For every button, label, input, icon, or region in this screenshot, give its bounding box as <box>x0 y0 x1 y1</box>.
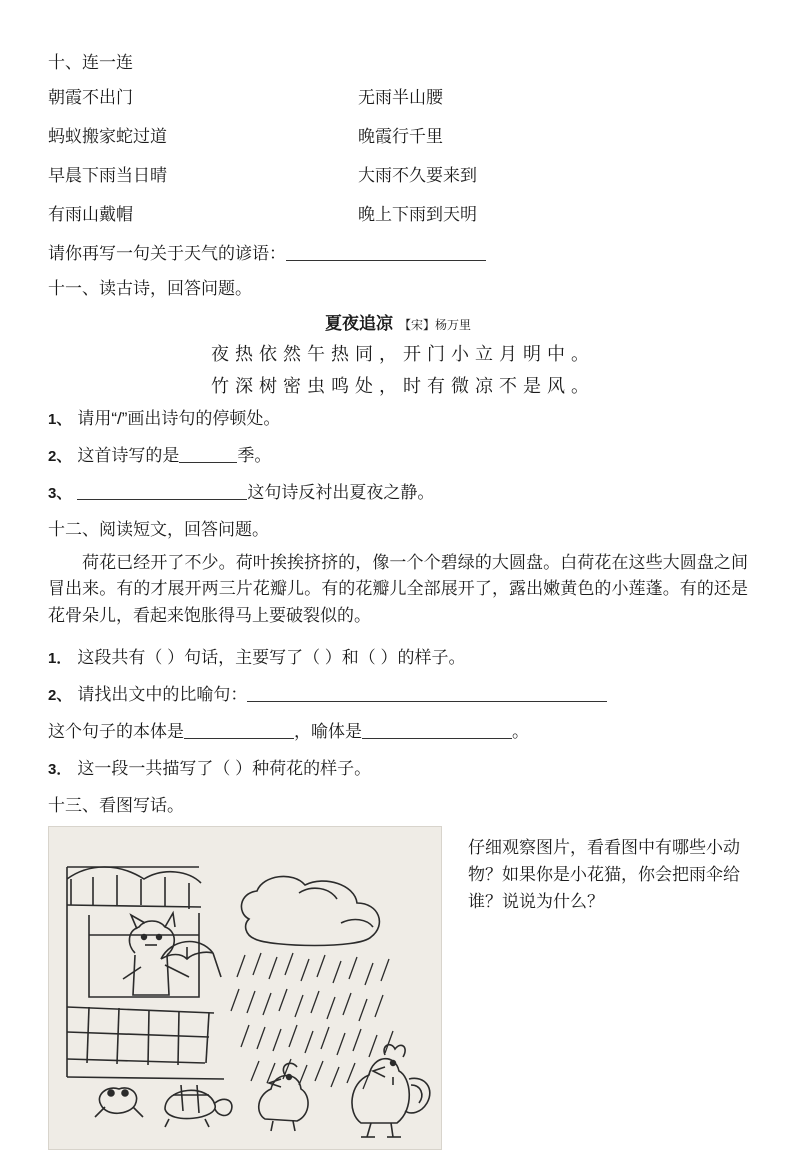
question-index: 2、 <box>48 448 72 465</box>
match-left-item[interactable]: 有雨山戴帽 <box>48 205 133 224</box>
picture-writing-illustration <box>48 826 442 1150</box>
followup-text: 请你再写一句关于天气的谚语： <box>48 244 286 263</box>
poem-title-row <box>48 309 748 334</box>
match-right-item[interactable]: 晚霞行千里 <box>358 127 443 146</box>
question-text-mid: ，喻体是 <box>294 722 362 742</box>
match-right-item[interactable]: 无雨半山腰 <box>358 88 443 107</box>
match-row <box>48 83 748 108</box>
figure-area <box>48 826 748 1156</box>
question-12-1 <box>48 643 748 668</box>
question-text-after: 这句诗反衬出夏夜之静。 <box>247 483 435 502</box>
followup-question-10 <box>48 239 748 264</box>
question-index: 1． <box>48 650 72 668</box>
question-index: 3． <box>48 761 72 779</box>
reading-passage: 荷花已经开了不少。荷叶挨挨挤挤的，像一个个碧绿的大圆盘。白荷花在这些大圆盘之间冒出来。有的才展开两三片花瓣儿。有的花瓣儿全部展开了，露出嫩黄色的小莲蓬。有的还是花骨朵儿，看起来饱胀得马上要破裂似的。 <box>48 553 748 625</box>
match-right-item[interactable]: 大雨不久要来到 <box>358 166 477 185</box>
poem-title: 夏夜追凉 <box>324 314 393 333</box>
illustration-svg <box>49 827 441 1149</box>
question-text-before: 这个句子的本体是 <box>48 722 184 742</box>
question-text-before: 请找出文中的比喻句： <box>77 685 248 705</box>
question-text-before: 这首诗写的是 <box>77 446 180 465</box>
question-12-2 <box>48 680 748 705</box>
match-row <box>48 122 748 147</box>
question-11-2 <box>48 441 748 466</box>
question-11-3 <box>48 478 748 503</box>
page-content <box>48 48 748 1156</box>
answer-blank[interactable] <box>184 721 294 739</box>
answer-blank[interactable] <box>77 482 247 500</box>
question-text: 这段共有（ ）句话，主要写了（ ）和（ ）的样子。 <box>77 648 466 668</box>
match-left-item[interactable]: 蚂蚁搬家蛇过道 <box>48 127 167 146</box>
section-heading-11: 十一、读古诗，回答问题。 <box>48 279 252 298</box>
question-11-1 <box>48 404 748 429</box>
poem-line: 竹深树密虫鸣处，时有微凉不是风。 <box>211 376 595 396</box>
question-text: 请用“/”画出诗句的停顿处。 <box>77 409 281 428</box>
question-text-after: 。 <box>512 722 529 742</box>
question-text: 这一段一共描写了（ ）种荷花的样子。 <box>77 759 372 779</box>
answer-blank[interactable] <box>362 721 512 739</box>
poem-author: 【宋】杨万里 <box>398 318 471 332</box>
question-text-after: 季。 <box>237 446 272 465</box>
section-heading-10: 十、连一连 <box>48 53 133 72</box>
match-left-item[interactable]: 早晨下雨当日晴 <box>48 166 167 185</box>
question-index: 3、 <box>48 485 72 502</box>
question-index: 2、 <box>48 687 72 705</box>
answer-blank[interactable] <box>286 243 486 261</box>
match-row <box>48 200 748 225</box>
section-heading-12: 十二、阅读短文，回答问题。 <box>48 520 269 539</box>
answer-blank[interactable] <box>179 445 237 463</box>
answer-blank[interactable] <box>247 684 607 702</box>
match-right-item[interactable]: 晚上下雨到天明 <box>358 205 477 224</box>
question-12-2b <box>48 717 748 742</box>
match-left-item[interactable]: 朝霞不出门 <box>48 88 133 107</box>
poem-line: 夜热依然午热同，开门小立月明中。 <box>211 344 595 364</box>
question-index: 1、 <box>48 411 72 428</box>
question-12-3 <box>48 754 748 779</box>
figure-caption: 仔细观察图片，看看图中有哪些小动物？如果你是小花猫，你会把雨伞给谁？说说为什么？ <box>468 838 740 912</box>
match-row <box>48 161 748 186</box>
section-heading-13: 十三、看图写话。 <box>48 796 184 816</box>
